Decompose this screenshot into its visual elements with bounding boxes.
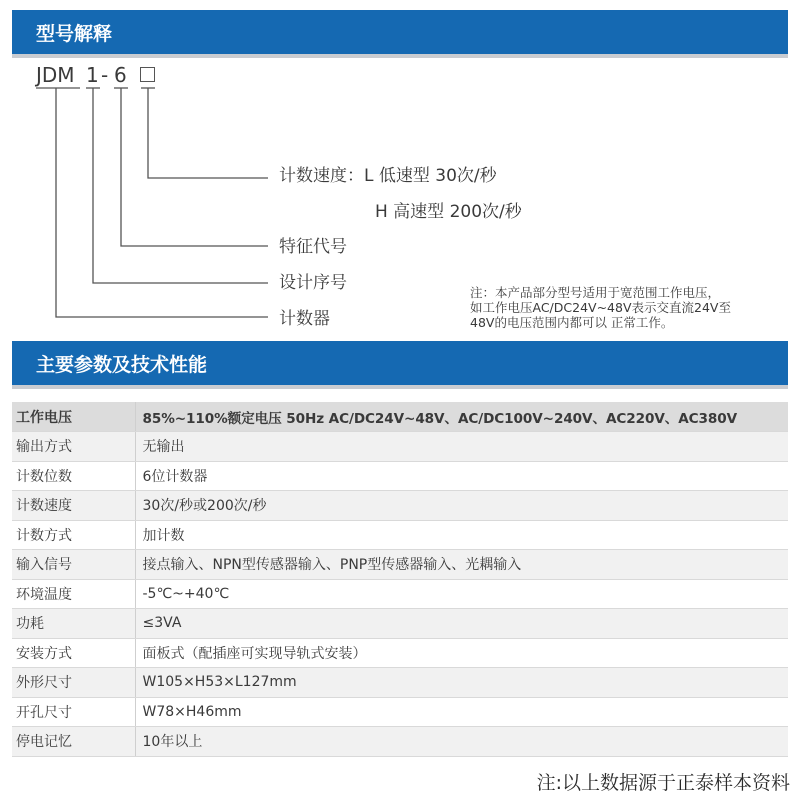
legend-speed — [279, 165, 497, 187]
param-value: 加计数 — [135, 520, 788, 550]
param-key: 计数位数 — [12, 461, 135, 491]
param-key: 工作电压 — [12, 402, 135, 432]
param-key: 外形尺寸 — [12, 668, 135, 698]
table-row — [12, 638, 788, 668]
model-code-part1: 1 — [86, 63, 99, 87]
table-row — [12, 668, 788, 698]
legend-speed-h: H 高速型 200次/秒 — [375, 202, 522, 222]
model-note-line: 注：本产品部分型号适用于宽范围工作电压， — [470, 285, 721, 300]
model-section-title: 型号解释 — [36, 22, 113, 45]
param-value: 6位计数器 — [135, 461, 788, 491]
table-row — [12, 491, 788, 521]
model-note — [470, 285, 792, 330]
table-row — [12, 727, 788, 757]
legend-speed-l: L 低速型 30次/秒 — [364, 166, 497, 186]
param-key: 环境温度 — [12, 579, 135, 609]
param-key: 计数方式 — [12, 520, 135, 550]
param-value: -5℃~+40℃ — [135, 579, 788, 609]
param-value: 85%~110%额定电压 50Hz AC/DC24V~48V、AC/DC100V~240V、AC220V、AC380V — [135, 402, 788, 432]
param-value: ≤3VA — [135, 609, 788, 639]
param-key: 功耗 — [12, 609, 135, 639]
table-row — [12, 609, 788, 639]
legend-speed-prefix: 计数速度： — [279, 166, 364, 186]
param-key: 开孔尺寸 — [12, 697, 135, 727]
param-value: W78×H46mm — [135, 697, 788, 727]
param-value: 面板式（配插座可实现导轨式安装） — [135, 638, 788, 668]
footer-source-note: 注:以上数据源于正泰样本资料 — [536, 772, 790, 794]
model-code-dash: - — [101, 63, 109, 87]
table-row — [12, 520, 788, 550]
param-key: 安装方式 — [12, 638, 135, 668]
table-row — [12, 697, 788, 727]
param-key: 停电记忆 — [12, 727, 135, 757]
params-section-banner — [12, 341, 788, 389]
table-row — [12, 550, 788, 580]
legend-design-serial: 设计序号 — [279, 273, 347, 293]
param-value: 无输出 — [135, 432, 788, 462]
table-row — [12, 402, 788, 432]
legend-counter: 计数器 — [279, 309, 330, 329]
legend-feature-code: 特征代号 — [279, 237, 347, 257]
param-value: 接点输入、NPN型传感器输入、PNP型传感器输入、光耦输入 — [135, 550, 788, 580]
params-section-title: 主要参数及技术性能 — [36, 353, 208, 376]
table-row — [12, 461, 788, 491]
model-code-prefix: JDM — [36, 63, 75, 87]
model-code-part2: 6 — [114, 63, 127, 87]
param-key: 计数速度 — [12, 491, 135, 521]
param-value: 10年以上 — [135, 727, 788, 757]
param-key: 输出方式 — [12, 432, 135, 462]
model-note-line: 48V的电压范围内都可以 正常工作。 — [470, 315, 674, 330]
param-key: 输入信号 — [12, 550, 135, 580]
table-row — [12, 579, 788, 609]
model-note-line: 如工作电压AC/DC24V~48V表示交直流24V至 — [470, 300, 731, 315]
param-value: 30次/秒或200次/秒 — [135, 491, 788, 521]
param-value: W105×H53×L127mm — [135, 668, 788, 698]
params-table — [12, 402, 788, 757]
table-row — [12, 432, 788, 462]
